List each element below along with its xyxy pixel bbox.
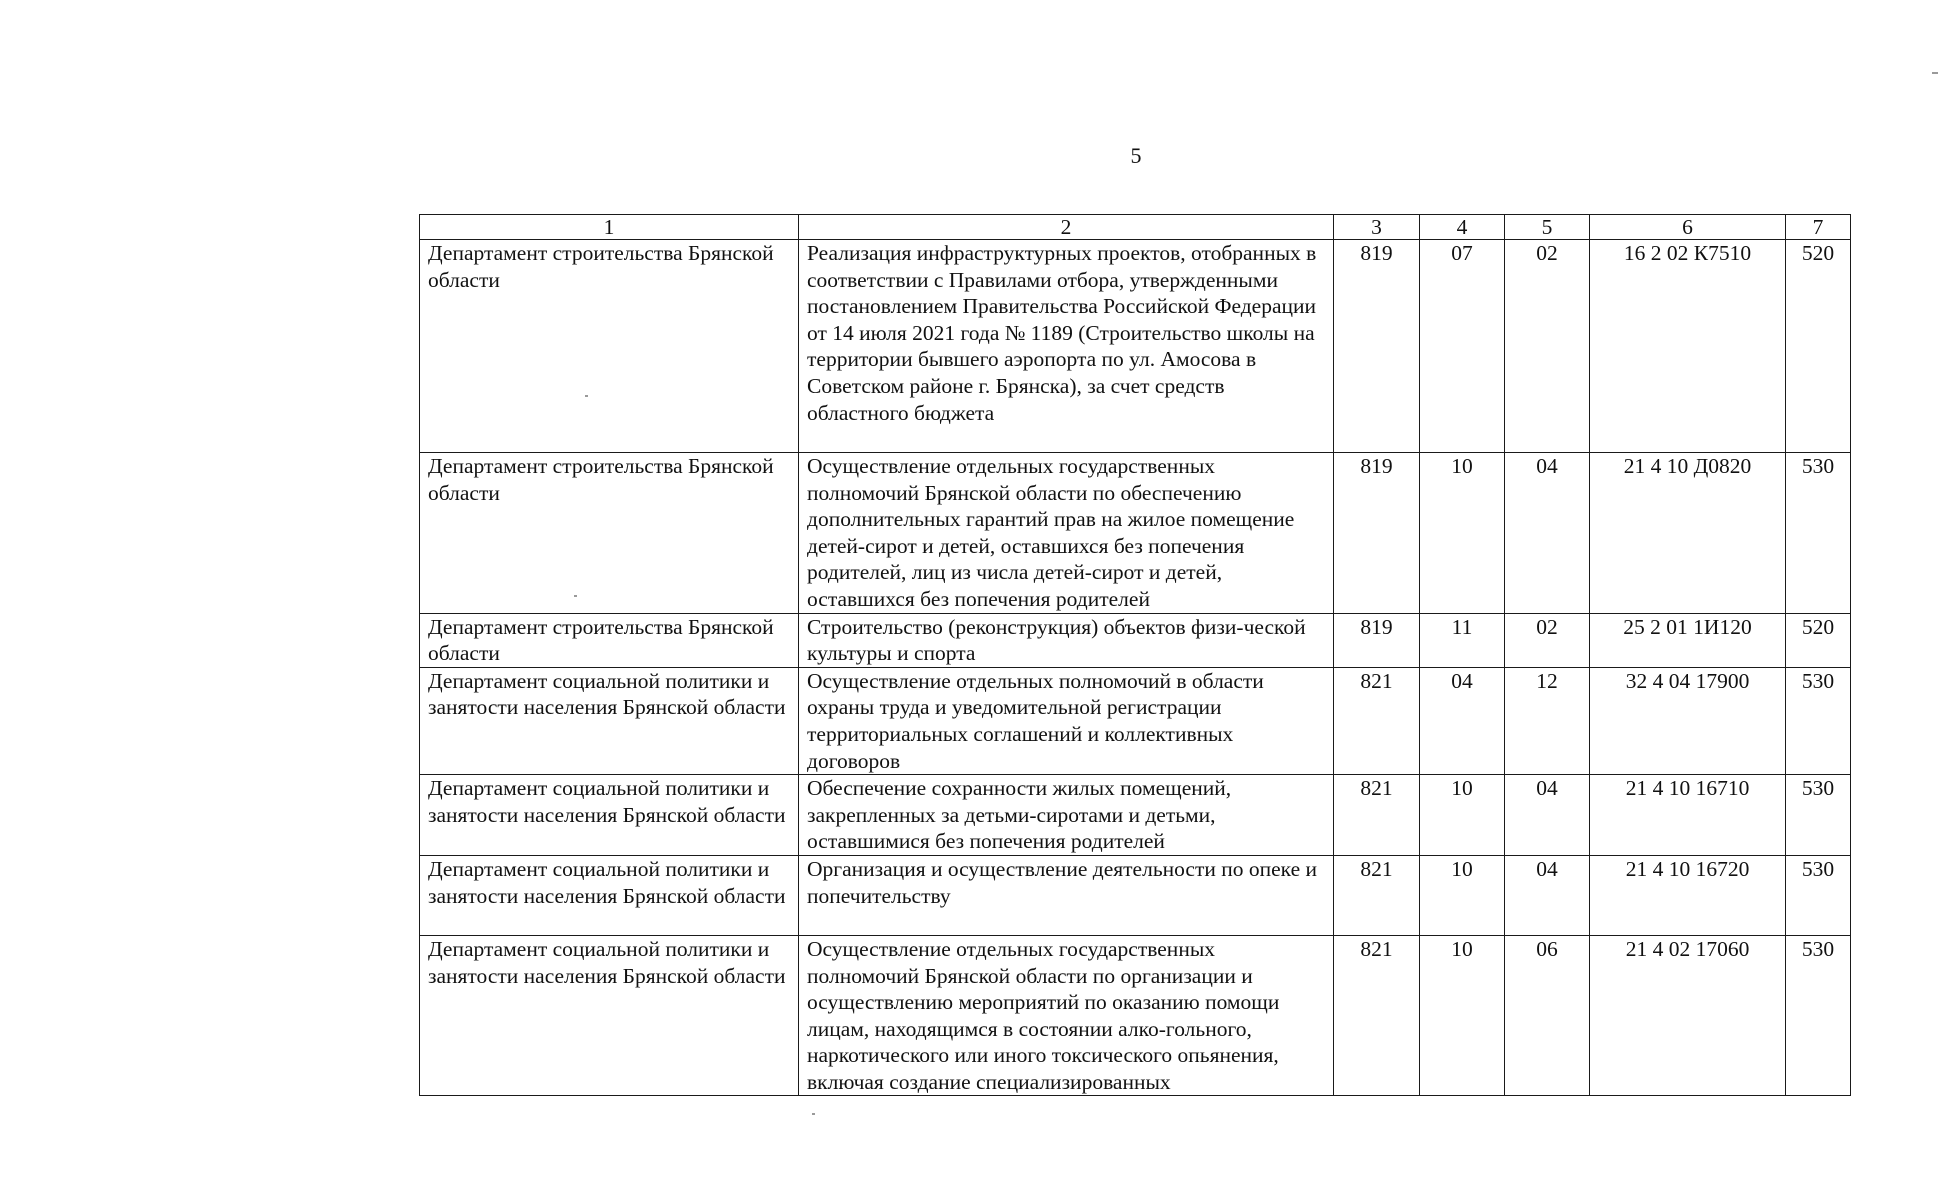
column-header: 5 xyxy=(1505,215,1590,240)
ministry-code-cell: 821 xyxy=(1334,775,1420,856)
subsection-code-cell: 02 xyxy=(1505,613,1590,667)
table-row xyxy=(420,453,1851,614)
description-cell: Реализация инфраструктурных проектов, отобранных в соответствии с Правилами отбора, утвержденными постановлением Правительства Российской Федерации от 14 июля 2021 года № 1189 (Строительство школы на территории бывшего аэропорта по ул. Амосова в Советском районе г. Брянска), за счет средств областного бюджета xyxy=(799,240,1334,453)
ministry-code-cell: 821 xyxy=(1334,935,1420,1096)
ministry-code-cell: 819 xyxy=(1334,240,1420,453)
page-number: 5 xyxy=(1130,143,1142,168)
target-article-cell: 21 4 10 Д0820 xyxy=(1590,453,1786,614)
subsection-code-cell: 04 xyxy=(1505,453,1590,614)
description-cell: Строительство (реконструкция) объектов физи-ческой культуры и спорта xyxy=(799,613,1334,667)
department-cell: Департамент строительства Брянской области xyxy=(420,453,799,614)
expense-type-cell: 530 xyxy=(1786,855,1851,935)
subsection-code-cell: 02 xyxy=(1505,240,1590,453)
section-code-cell: 10 xyxy=(1420,855,1505,935)
expense-type-cell: 530 xyxy=(1786,935,1851,1096)
column-header: 3 xyxy=(1334,215,1420,240)
target-article-cell: 21 4 02 17060 xyxy=(1590,935,1786,1096)
scan-speck xyxy=(585,395,588,397)
target-article-cell: 21 4 10 16710 xyxy=(1590,775,1786,856)
table-row xyxy=(420,775,1851,856)
subsection-code-cell: 04 xyxy=(1505,855,1590,935)
description-cell: Обеспечение сохранности жилых помещений, закрепленных за детьми-сиротами и детьми, оставшимися без попечения родителей xyxy=(799,775,1334,856)
ministry-code-cell: 819 xyxy=(1334,453,1420,614)
ministry-code-cell: 819 xyxy=(1334,613,1420,667)
description-cell: Осуществление отдельных государственных полномочий Брянской области по обеспечению дополнительных гарантий прав на жилое помещение детей-сирот и детей, оставшихся без попечения родителей, лиц из числа детей-сирот и детей, оставшихся без попечения родителей xyxy=(799,453,1334,614)
table-row xyxy=(420,935,1851,1096)
expense-type-cell: 530 xyxy=(1786,667,1851,774)
target-article-cell: 25 2 01 1И120 xyxy=(1590,613,1786,667)
column-header: 4 xyxy=(1420,215,1505,240)
ministry-code-cell: 821 xyxy=(1334,667,1420,774)
column-header: 7 xyxy=(1786,215,1851,240)
target-article-cell: 32 4 04 17900 xyxy=(1590,667,1786,774)
table-row xyxy=(420,240,1851,453)
section-code-cell: 04 xyxy=(1420,667,1505,774)
table-row xyxy=(420,667,1851,774)
department-cell: Департамент социальной политики и занятости населения Брянской области xyxy=(420,935,799,1096)
department-cell: Департамент социальной политики и занятости населения Брянской области xyxy=(420,855,799,935)
column-header: 2 xyxy=(799,215,1334,240)
budget-table xyxy=(419,214,1851,1096)
department-cell: Департамент строительства Брянской области xyxy=(420,240,799,453)
target-article-cell: 21 4 10 16720 xyxy=(1590,855,1786,935)
table-row xyxy=(420,855,1851,935)
expense-type-cell: 530 xyxy=(1786,775,1851,856)
department-cell: Департамент строительства Брянской области xyxy=(420,613,799,667)
description-cell: Организация и осуществление деятельности по опеке и попечительству xyxy=(799,855,1334,935)
column-header: 6 xyxy=(1590,215,1786,240)
expense-type-cell: 530 xyxy=(1786,453,1851,614)
section-code-cell: 11 xyxy=(1420,613,1505,667)
section-code-cell: 07 xyxy=(1420,240,1505,453)
section-code-cell: 10 xyxy=(1420,775,1505,856)
description-cell: Осуществление отдельных государственных полномочий Брянской области по организации и осуществлению мероприятий по оказанию помощи лицам, находящимся в состоянии алко-гольного, наркотического или иного токсического опьянения, включая создание специализированных xyxy=(799,935,1334,1096)
scan-speck xyxy=(1932,72,1938,74)
expense-type-cell: 520 xyxy=(1786,613,1851,667)
target-article-cell: 16 2 02 К7510 xyxy=(1590,240,1786,453)
subsection-code-cell: 04 xyxy=(1505,775,1590,856)
scan-speck xyxy=(812,1113,815,1115)
subsection-code-cell: 12 xyxy=(1505,667,1590,774)
department-cell: Департамент социальной политики и занятости населения Брянской области xyxy=(420,775,799,856)
section-code-cell: 10 xyxy=(1420,935,1505,1096)
table-row xyxy=(420,613,1851,667)
department-cell: Департамент социальной политики и занятости населения Брянской области xyxy=(420,667,799,774)
description-cell: Осуществление отдельных полномочий в области охраны труда и уведомительной регистрации территориальных соглашений и коллективных договоров xyxy=(799,667,1334,774)
expense-type-cell: 520 xyxy=(1786,240,1851,453)
subsection-code-cell: 06 xyxy=(1505,935,1590,1096)
section-code-cell: 10 xyxy=(1420,453,1505,614)
scan-speck xyxy=(574,595,577,597)
column-header: 1 xyxy=(420,215,799,240)
table-header-row xyxy=(420,215,1851,240)
ministry-code-cell: 821 xyxy=(1334,855,1420,935)
